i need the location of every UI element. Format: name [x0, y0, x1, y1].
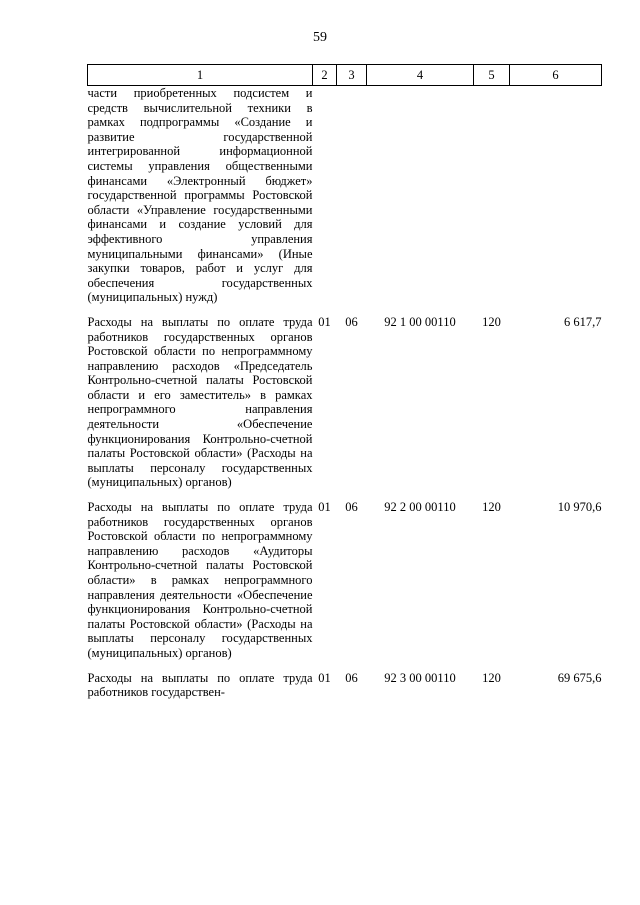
header-col-3: 3	[337, 65, 367, 86]
row-target-code: 92 1 00 00110	[384, 314, 456, 329]
row-section: 01	[318, 670, 331, 685]
row-section: 01	[318, 500, 331, 515]
row-section: 01	[318, 314, 331, 329]
row-subsection	[337, 86, 367, 315]
row-target-code	[367, 86, 474, 315]
header-col-1: 1	[88, 65, 313, 86]
table-row	[88, 671, 602, 700]
row-amount: 6 617,7	[564, 314, 602, 329]
header-col-4: 4	[367, 65, 474, 86]
row-target-code: 92 2 00 00110	[384, 500, 456, 515]
row-subsection: 06	[345, 500, 358, 515]
row-description: Расходы на выплаты по оплате труда работников государствен-	[87, 670, 313, 700]
row-expense-type	[474, 86, 510, 315]
row-subsection: 06	[345, 314, 358, 329]
header-col-6: 6	[510, 65, 602, 86]
row-description: части приобретенных подсистем и средств вычислительной техники в рамках подпрограммы «Создание и развитие государственной интегрированной информационной системы управления общественными финансами «Электронный бюджет» государственной программы Ростовской области «Управление государственными финансами и создание условий для эффективного управления муниципальными финансами» (Иные закупки товаров, работ и услуг для обеспечения государственных (муниципальных) нужд)	[87, 86, 313, 305]
table-row	[88, 86, 602, 315]
row-expense-type: 120	[482, 314, 501, 329]
row-expense-type: 120	[482, 500, 501, 515]
row-amount: 10 970,6	[557, 500, 602, 515]
budget-table	[87, 64, 602, 700]
row-description: Расходы на выплаты по оплате труда работников государственных органов Ростовской области по непрограммному направлению расходов «Аудиторы Контрольно-счетной палаты Ростовской области» в рамках непрограммного направления деятельности «Обеспечение функционирования Контрольно-счетной палаты Ростовской области» (Расходы на выплаты персоналу государственных (муниципальных) органов)	[87, 500, 313, 660]
table-row	[88, 315, 602, 500]
row-section	[313, 86, 337, 315]
row-target-code: 92 3 00 00110	[384, 670, 456, 685]
page-number: 59	[313, 30, 327, 45]
row-description: Расходы на выплаты по оплате труда работников государственных органов Ростовской области по непрограммному направлению расходов «Председатель Контрольно-счетной палаты Ростовской области и его заместитель» в рамках непрограммного направления деятельности «Обеспечение функционирования Контрольно-счетной палаты Ростовской области» (Расходы на выплаты персоналу государственных (муниципальных) органов)	[87, 314, 313, 490]
header-col-2: 2	[313, 65, 337, 86]
row-amount	[510, 86, 602, 315]
table-header-row	[88, 65, 602, 86]
row-subsection: 06	[345, 670, 358, 685]
row-amount: 69 675,6	[557, 670, 602, 685]
table-row	[88, 500, 602, 671]
row-expense-type: 120	[482, 670, 501, 685]
header-col-5: 5	[474, 65, 510, 86]
